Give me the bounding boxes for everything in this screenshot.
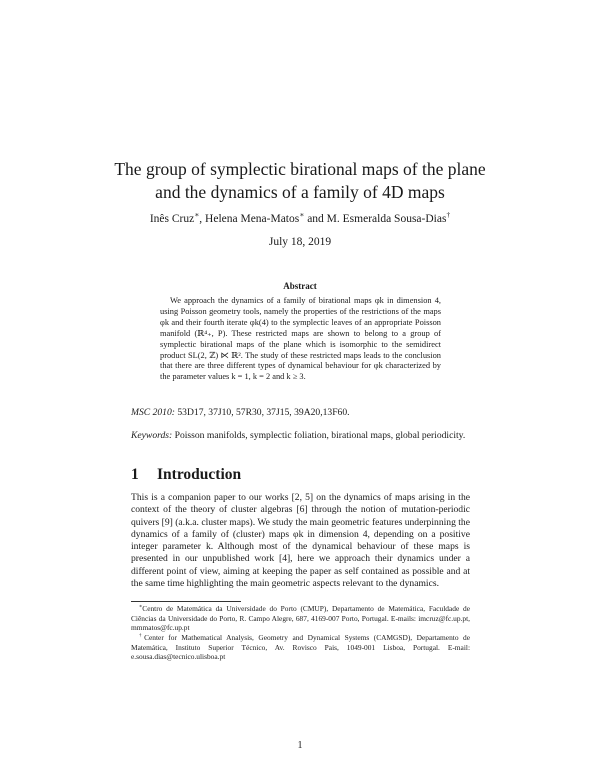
footnote <box>131 604 470 633</box>
footnote-text: Centro de Matemática da Universidade do Porto (CMUP), Departamento de Matemática, Faculdade de Ciências da Universidade do Porto, R. Campo Alegre, 687, 4169-007 Porto, Portugal. E-mails: imcruz@fc.up.pt, mmmatos@fc.up.pt <box>131 604 470 633</box>
author-name: Inês Cruz <box>149 213 195 225</box>
abstract-heading: Abstract <box>283 281 317 291</box>
keywords-label: Keywords: <box>131 430 173 441</box>
section-number: 1 <box>131 466 139 483</box>
introduction-paragraph: This is a companion paper to our works [2, 5] on the dynamics of maps arising in the context of the theory of cluster algebras [6] through the notion of mutation-periodic quivers [9] (a.k.a. cluster maps). We study the main geometric features underpinning the dynamics of a family of (cluster) maps φk in dimension 4, depending on a positive integer parameter k. Although most of the dynamical behaviour of these maps is presented in our unpublished work [4], here we approach their dynamics under a different point of view, aiming at keeping the paper as self contained as possible and at the same time highlighting the main geometric aspects relevant to the dynamics. <box>131 492 470 590</box>
author-list <box>60 210 540 225</box>
footnote-mark: ∗ <box>139 604 143 610</box>
msc-classification <box>131 407 471 418</box>
section-title: Introduction <box>157 466 242 483</box>
keywords <box>131 430 471 443</box>
paper-title: The group of symplectic birational maps of the plane and the dynamics of a family of 4D maps <box>114 159 486 202</box>
page-number: 1 <box>297 740 303 751</box>
msc-codes: 53D17, 37J10, 57R30, 37J15, 39A20,13F60. <box>177 407 350 418</box>
footnote-mark: † <box>139 633 145 639</box>
author-footnote-mark: ∗ <box>194 210 200 220</box>
section-heading <box>131 466 241 484</box>
author-separator: , <box>199 213 206 225</box>
author-footnote-mark: † <box>446 210 451 220</box>
footnote-text: Center for Mathematical Analysis, Geometry and Dynamical Systems (CAMGSD), Departamento de Matemática, Instituto Superior Técnico, Av. Rovisco Pais, 1049-001 Lisboa, Portugal. E-mail: e.sousa.dias@tecnico.ulisboa.pt <box>131 633 471 662</box>
author-footnote-mark: ∗ <box>299 210 305 220</box>
footnote-divider <box>131 601 241 602</box>
msc-label: MSC 2010: <box>131 407 175 418</box>
footnote <box>131 633 470 662</box>
keywords-text: Poisson manifolds, symplectic foliation, birational maps, global periodicity. <box>174 430 466 441</box>
author-separator: and <box>304 213 327 225</box>
author-name: M. Esmeralda Sousa-Dias <box>326 213 447 225</box>
abstract-text: We approach the dynamics of a family of birational maps φk in dimension 4, using Poisson geometry tools, namely the properties of the restrictions of the maps φk and their fourth iterate φk(4) to the symplectic leaves of an appropriate Poisson manifold (ℝ⁴₊, P). These restricted maps are shown to belong to a group of symplectic birational maps of the plane which is isomorphic to the semidirect product SL(2, ℤ) ⋉ ℝ². The study of these restricted maps leads to the conclusion that there are three different types of dynamical behaviour for φk characterized by the parameter values k = 1, k = 2 and k ≥ 3. <box>160 296 441 382</box>
publication-date: July 18, 2019 <box>268 236 332 248</box>
author-name: Helena Mena-Matos <box>205 213 300 225</box>
